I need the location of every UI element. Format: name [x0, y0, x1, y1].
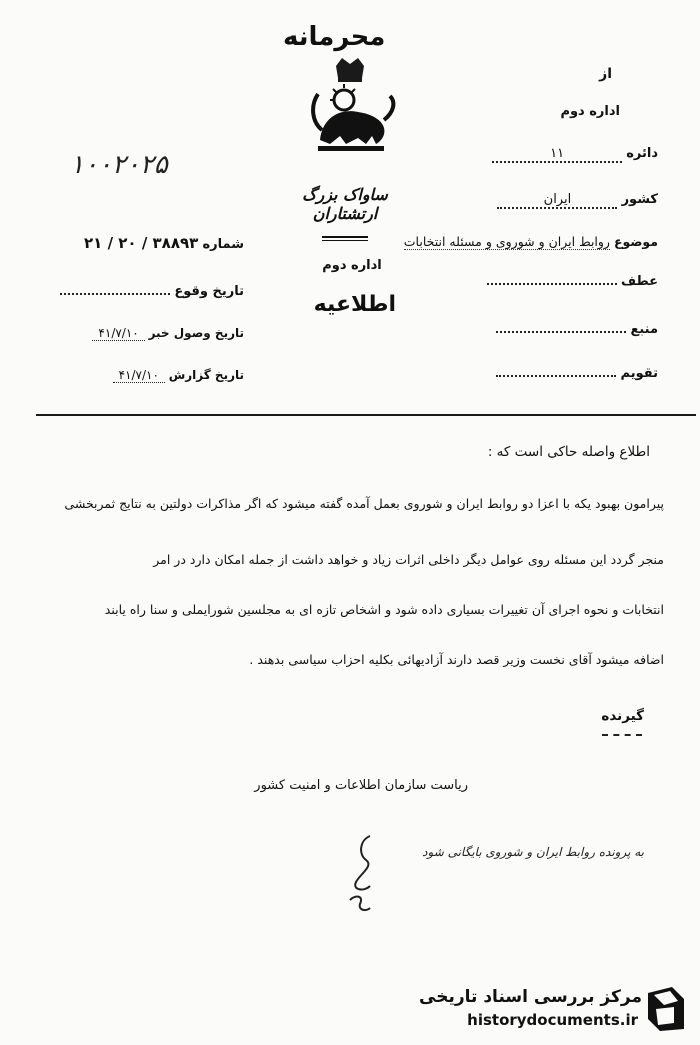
body-line-2: منجر گردد این مسئله روی عوامل دیگر داخلی اثرات زیاد و خواهد داشت از جمله امکان دارد در امر [153, 552, 664, 567]
recipient-name: ریاست سازمان اطلاعات و امنیت کشور [254, 778, 468, 793]
dept-label-center: اداره دوم [322, 258, 382, 273]
reference-field: عطف [458, 274, 658, 289]
body-line-1: پیرامون بهبود یکه با اعزا دو روابط ایران و شوروی بعمل آمده گفته میشود که اگر مذاکرات دولتین به نتایج ثمربخشی [64, 496, 664, 511]
dept-field: اداره دوم [560, 104, 620, 119]
watermark-title: مرکز بررسی اسناد تاریخی [419, 987, 642, 1007]
body-line-4: اضافه میشود آقای نخست وزیر قصد دارند آزادیهائی بکلیه احزاب سیاسی بدهند . [249, 652, 664, 667]
watermark [414, 985, 694, 1035]
notice-title: اطلاعیه [313, 292, 396, 317]
body-line-3: انتخابات و نحوه اجرای آن تغییرات بسیاری داده شود و اشخاص تازه ای به مجلسین شورایملی و سنا راه یابند [104, 602, 664, 617]
number-field: شماره ۳۸۸۹۳ / ۲۰ / ۲۱ [84, 234, 244, 252]
signature-scribble [330, 830, 400, 924]
recipient-label: گیرنده [601, 708, 644, 724]
source-field: منبع [458, 322, 658, 337]
header-divider [36, 414, 696, 416]
country-field: کشور ایران [458, 192, 658, 209]
lion-and-sun-emblem [300, 56, 400, 160]
subject-field: موضوع روابط ایران و شوروی و مسئله انتخابات [403, 234, 658, 249]
office-field: دائره ۱۱ [458, 146, 658, 163]
watermark-url: historydocuments.ir [467, 1011, 638, 1029]
report-date-field: تاریخ گزارش ۴۱/۷/۱۰ [44, 368, 244, 382]
event-date-field: تاریخ وقوع [44, 284, 244, 299]
handwritten-annotation: به پرونده روابط ایران و شوروی بایگانی شود [422, 845, 644, 859]
received-date-field: تاریخ وصول خبر ۴۱/۷/۱۰ [44, 326, 244, 340]
from-label: از [599, 66, 612, 82]
body-intro: اطلاع واصله حاکی است که : [487, 444, 650, 460]
confidential-stamp-text: محرمانه [283, 22, 386, 52]
evaluation-field: تقویم [458, 366, 658, 381]
handwritten-reference: ۱۰۰۲۰۲۵ [70, 150, 168, 180]
confidential-stamp [283, 22, 395, 56]
recipient-underline [602, 734, 642, 736]
watermark-logo-icon [644, 985, 688, 1037]
organization-name: ساواک بزرگ ارتشتاران [302, 185, 388, 223]
